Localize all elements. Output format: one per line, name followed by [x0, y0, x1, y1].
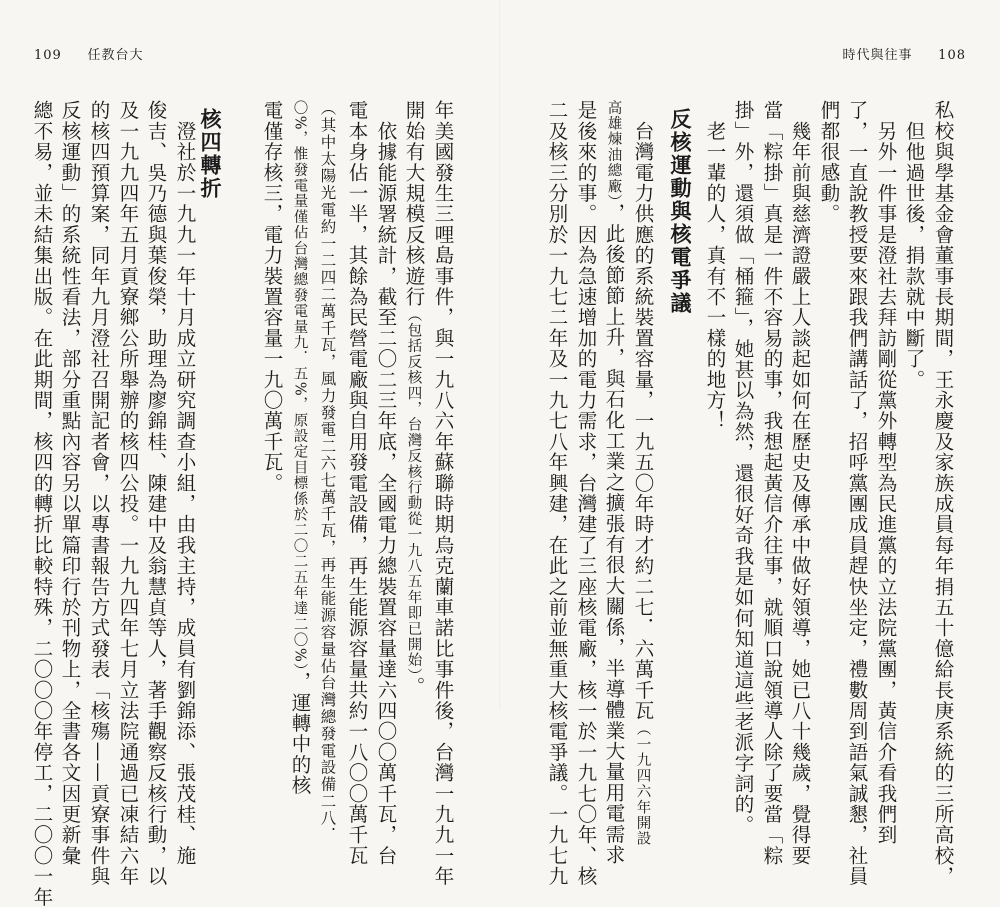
- line-text: 了，一直說教授要來跟我們講話了，招呼黨團成員趕快坐定，禮數周到語氣誠懇，社員: [845, 100, 869, 887]
- annotation-text: （包括反核四，台灣反核行動從一九八五年即已開始）: [405, 307, 422, 677]
- text-line: [319, 100, 335, 844]
- section-heading: [670, 108, 691, 315]
- text-line: [762, 100, 782, 866]
- text-line: [933, 100, 953, 887]
- text-line: [819, 100, 839, 224]
- line-text: （其中太陽光電約一二四二萬千瓦，風力發電二六七萬千瓦，再生能源容量佔台灣總發電設備二八．: [318, 100, 337, 844]
- text-line: [876, 100, 896, 845]
- text-line: [262, 100, 282, 493]
- text-line: [790, 100, 810, 866]
- line-text: 總不易，並未結集出版。在此期間，核四的轉折比較特殊，二〇〇〇年停工，二〇〇一年: [30, 100, 54, 907]
- line-text: 當「粽掛」真是一件不容易的事，我想起黃信介往事，就順口說領導人除了要當「粽: [760, 100, 784, 866]
- line-text: 幾年前與慈濟證嚴上人談起如何在歷史及傳承中做好領導，她已八十幾歲，覺得要: [788, 100, 812, 866]
- text-line: [32, 100, 52, 907]
- text-line: [604, 100, 624, 865]
- text-line: [118, 100, 138, 887]
- line-text: 台灣電力供應的系統裝置容量，一九五〇年時才約二七．六萬千瓦: [631, 100, 655, 721]
- left-page-number: 109: [34, 48, 62, 63]
- line-text-continued: 。: [402, 676, 426, 698]
- text-line: [175, 100, 195, 866]
- line-text: 老一輩的人，真有不一樣的地方！: [703, 100, 727, 432]
- text-line: [290, 100, 310, 796]
- text-line: [733, 100, 753, 835]
- text-line: [433, 100, 453, 887]
- line-text: 電僅存核三，電力裝置容量一九〇萬千瓦。: [260, 100, 284, 494]
- line-text-continued: ，運轉中的核: [288, 671, 312, 796]
- text-line: [347, 100, 367, 866]
- line-text: 〇%，惟發電量僅佔台灣總發電量九．五%，原設定目標係於二〇二五年達二〇%）: [291, 100, 308, 672]
- line-text: 們都很感動。: [817, 100, 841, 225]
- line-text: 年美國發生三哩島事件，與一九八六年蘇聯時期烏克蘭車諾比事件後，台灣一九九一年: [431, 100, 455, 887]
- right-page-title: 時代與往事: [842, 48, 913, 63]
- left-page-header: [34, 44, 144, 63]
- text-line: [404, 100, 424, 697]
- text-line: [576, 100, 596, 887]
- line-text: 俊吉、吳乃德與葉俊榮，助理為廖錦桂、陳建中及翁慧貞等人，著手觀察反核行動，以: [144, 100, 168, 887]
- line-text: 及一九九四年五月貢寮鄉公所舉辦的核四公投。一九九四年七月立法院通過已凍結六年: [116, 100, 140, 887]
- text-line: [904, 100, 924, 390]
- line-text: 反核運動與核電爭議: [668, 108, 693, 315]
- right-page-number: 108: [938, 48, 966, 63]
- line-text: 依據能源署統計，截至二〇二三年底，全國電力總裝置容量達六四〇〇萬千瓦，台: [374, 100, 398, 866]
- line-text: 私校與學基金會董事長期間，王永慶及家族成員每年捐五十億給長庚系統的三所高校，: [931, 100, 955, 887]
- annotation-text: （一九四六年開設: [634, 721, 651, 847]
- text-line: [847, 100, 867, 887]
- line-text: 是後來的事。因為急速增加的電力需求，台灣建了三座核電廠，核一於一九七〇年、核: [574, 100, 598, 887]
- text-line: [60, 100, 80, 866]
- text-line: [547, 100, 567, 887]
- line-text: 高雄煉油總廠）: [605, 100, 622, 203]
- line-text: 澄社於一九九一年十月成立研究調查小組，由我主持，成員有劉錦添、張茂桂、施: [173, 100, 197, 866]
- line-text-continued: ，此後節節上升，與石化工業之擴張有很大關係，半導體業大量用電需求: [602, 202, 626, 866]
- section-heading: [200, 108, 221, 200]
- line-text: 但他過世後，捐款就中斷了。: [902, 100, 926, 390]
- line-text: 的核四預算案，同年九月澄社召開記者會，以專書報告方式發表「核殤——貢寮事件與: [87, 100, 111, 887]
- line-text: 核四轉折: [198, 108, 223, 200]
- left-page-title: 任教台大: [87, 48, 144, 63]
- text-line: [376, 100, 396, 866]
- text-line: [705, 100, 725, 431]
- text-line: [633, 100, 653, 847]
- line-text: 電本身佔一半，其餘為民營電廠與自用發電設備，再生能源容量共約一八〇〇萬千瓦: [345, 100, 369, 866]
- right-page-header: [842, 44, 966, 63]
- text-line: [146, 100, 166, 887]
- book-gutter: [499, 0, 501, 709]
- line-text: 開始有大規模反核遊行: [402, 100, 426, 307]
- text-line: [89, 100, 109, 887]
- line-text: 反核運動」的系統性看法，部分重點內容另以單篇印行於刊物上，全書各文因更新彙: [58, 100, 82, 866]
- line-text: 二及核三分別於一九七二年及一九七八年興建，在此之前並無重大核電爭議。一九七九: [545, 100, 569, 887]
- line-text: 另外一件事是澄社去拜訪剛從黨外轉型為民進黨的立法院黨團，黃信介看我們到: [874, 100, 898, 846]
- line-text: 掛」外，還須做「桶箍」，她甚以為然，還很好奇我是如何知道這些老派字詞的。: [731, 100, 755, 836]
